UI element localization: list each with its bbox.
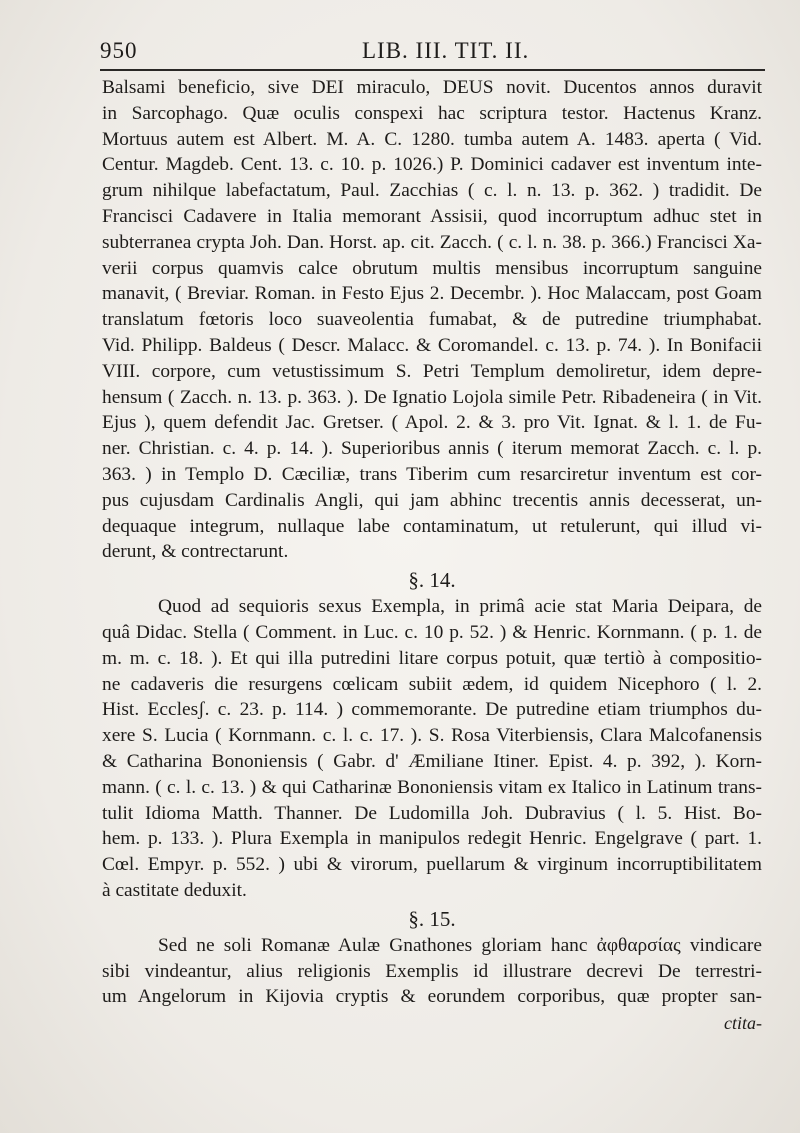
paragraph-2 — [102, 594, 762, 904]
text-line: Quod ad sequioris sexus Exempla, in primâ acie stat Maria Deipara, de — [158, 596, 762, 618]
running-head: LIB. III. TIT. II. — [362, 38, 530, 63]
text-line: mann. ( c. l. c. 13. ) & qui Catharinæ Bononiensis vitam ex Italico in Latinum trans- — [102, 776, 762, 798]
text-line: pus cujusdam Cardinalis Angli, qui jam abhinc trecentis annis decesserat, un- — [102, 489, 762, 511]
text-line: m. m. c. 18. ). Et qui illa putredini litare corpus potuit, quæ tertiò à compositio- — [102, 647, 762, 669]
text-line: grum nihilque labefactatum, Paul. Zacchias ( c. l. n. 13. p. 362. ) tradidit. De — [102, 180, 762, 202]
text-line: Mortuus autem est Albert. M. A. C. 1280. tumba autem A. 1483. aperta ( Vid. — [102, 128, 762, 150]
text-line: Centur. Magdeb. Cent. 13. c. 10. p. 1026.) P. Dominici cadaver est inventum inte- — [102, 154, 762, 176]
text-line: ner. Christian. c. 4. p. 14. ). Superioribus annis ( iterum memorat Zacch. c. l. p. — [102, 438, 762, 460]
text-line: manavit, ( Breviar. Roman. in Festo Ejus 2. Decembr. ). Hoc Malaccam, post Goam — [102, 283, 762, 305]
text-line: Vid. Philipp. Baldeus ( Descr. Malacc. & Coromandel. c. 13. p. 74. ). In Bonifacii — [102, 334, 762, 356]
text-line: derunt, & contrectarunt. — [102, 541, 289, 563]
text-line: translatum fœtoris loco suaveolentia fumabat, & de putredine triumphabat. — [102, 309, 762, 331]
text-line: verii corpus quamvis calce obrutum multis mensibus incorruptum sanguine — [102, 257, 762, 279]
body-text — [102, 75, 762, 1010]
text-line: xere S. Lucia ( Kornmann. c. l. c. 17. ). S. Rosa Viterbiensis, Clara Malcofanensis — [102, 725, 762, 747]
text-line: hem. p. 133. ). Plura Exempla in manipulos redegit Henric. Engelgrave ( part. 1. — [102, 828, 762, 850]
text-line: in Sarcophago. Quæ oculis conspexi hac scriptura testor. Hactenus Kranz. — [102, 102, 762, 124]
text-line: VIII. corpore, cum vetustissimum S. Petri Templum demoliretur, idem depre- — [102, 360, 762, 382]
text-line: hensum ( Zacch. n. 13. p. 363. ). De Ignatio Lojola simile Petr. Ribadeneira ( in Vit. — [102, 386, 762, 408]
text-line: Hist. Ecclesʃ. c. 23. p. 114. ) commemorante. De putredine etiam triumphos du- — [102, 699, 762, 721]
page-number: 950 — [100, 38, 138, 63]
text-line: Cœl. Empyr. p. 552. ) ubi & virorum, puellarum & virginum incorruptibilitatem — [102, 854, 762, 876]
text-line: Francisci Cadavere in Italia memorant Assisii, quod incorruptum adhuc stet in — [102, 205, 762, 227]
text-line: Sed ne soli Romanæ Aulæ Gnathones gloriam hanc ἀφθαρσίας vindicare — [158, 934, 762, 956]
text-line: quâ Didac. Stella ( Comment. in Luc. c. 10 p. 52. ) & Henric. Kornmann. ( p. 1. de — [102, 621, 762, 643]
text-line: tulit Idioma Matth. Thanner. De Ludomilla Joh. Dubravius ( l. 5. Hist. Bo- — [102, 802, 762, 824]
page-header — [100, 38, 760, 78]
text-line: sibi vindeantur, alius religionis Exemplis id illustrare decrevi De terrestri- — [102, 960, 762, 982]
text-line: à castitate deduxit. — [102, 879, 247, 901]
paragraph-1 — [102, 75, 762, 565]
paragraph-3 — [102, 933, 762, 1010]
text-line: um Angelorum in Kijovia cryptis & eorundem corporibus, quæ propter san- — [102, 986, 762, 1008]
text-line: & Catharina Bononiensis ( Gabr. d' Æmiliane Itiner. Epist. 4. p. 392, ). Korn- — [102, 750, 762, 772]
text-line: Ejus ), quem defendit Jac. Gretser. ( Apol. 2. & 3. pro Vit. Ignat. & l. 1. de Fu- — [102, 412, 762, 434]
section-heading-14: §. 14. — [408, 568, 456, 593]
section-heading-15: §. 15. — [408, 906, 456, 931]
header-rule — [100, 69, 765, 71]
text-line: subterranea crypta Joh. Dan. Horst. ap. cit. Zacch. ( c. l. n. 38. p. 366.) Francisci Xa- — [102, 231, 762, 253]
catchword: ctita- — [724, 1013, 762, 1033]
text-line: Balsami beneficio, sive DEI miraculo, DEUS novit. Ducentos annos duravit — [102, 77, 762, 98]
text-line: dequaque integrum, nullaque labe contaminatum, ut retulerunt, qui illud vi- — [102, 515, 762, 537]
text-line: 363. ) in Templo D. Cæciliæ, trans Tiberim cum resarciretur inventum est cor- — [102, 463, 762, 485]
text-line: ne cadaveris die resurgens cœlicam subiit ædem, id quidem Nicephoro ( l. 2. — [102, 673, 762, 695]
